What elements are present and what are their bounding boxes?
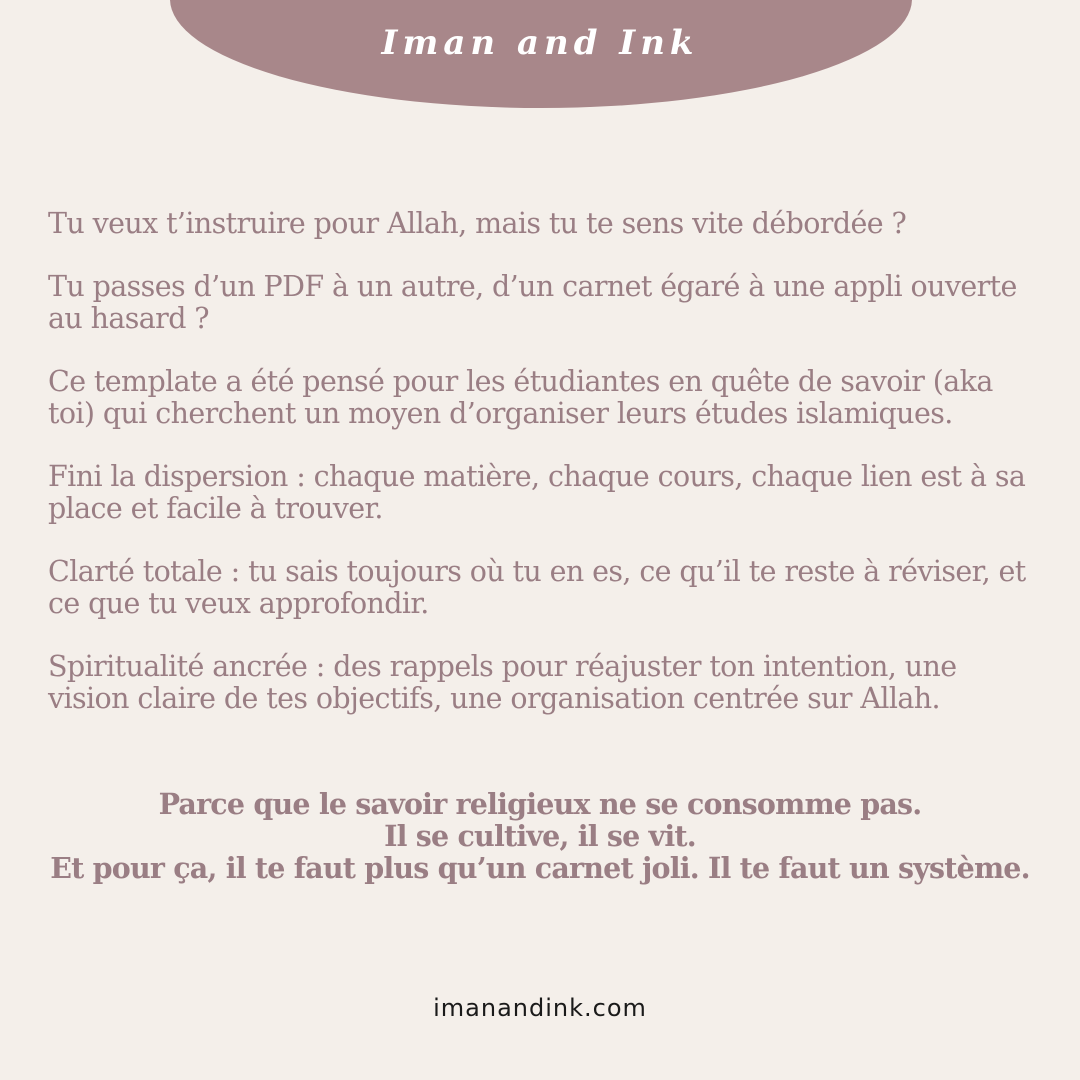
closing-line: Il se cultive, il se vit.	[384, 819, 696, 853]
paragraph-spirituality: Spiritualité ancrée : des rappels pour réajuster ton intention, une vision claire de tes objectifs, une organisation centrée sur Allah.	[48, 650, 957, 715]
body-text	[48, 208, 1038, 746]
closing-statement	[40, 788, 1040, 884]
website-url: imanandink.com	[433, 994, 647, 1022]
paragraph-dispersion: Fini la dispersion : chaque matière, chaque cours, chaque lien est à sa place et facile à trouver.	[48, 460, 1026, 525]
closing-line: Et pour ça, il te faut plus qu’un carnet joli. Il te faut un système.	[50, 851, 1030, 885]
paragraph-intro: Tu veux t’instruire pour Allah, mais tu te sens vite débordée ?	[48, 207, 907, 240]
closing-line: Parce que le savoir religieux ne se consomme pas.	[158, 787, 922, 821]
paragraph-template: Ce template a été pensé pour les étudiantes en quête de savoir (aka toi) qui cherchent un moyen d’organiser leurs études islamiques.	[48, 365, 993, 430]
paragraph-problem: Tu passes d’un PDF à un autre, d’un carnet égaré à une appli ouverte au hasard ?	[48, 270, 1017, 335]
paragraph-clarity: Clarté totale : tu sais toujours où tu en es, ce qu’il te reste à réviser, et ce que tu veux approfondir.	[48, 555, 1026, 620]
brand-title: Iman and Ink	[381, 23, 699, 63]
